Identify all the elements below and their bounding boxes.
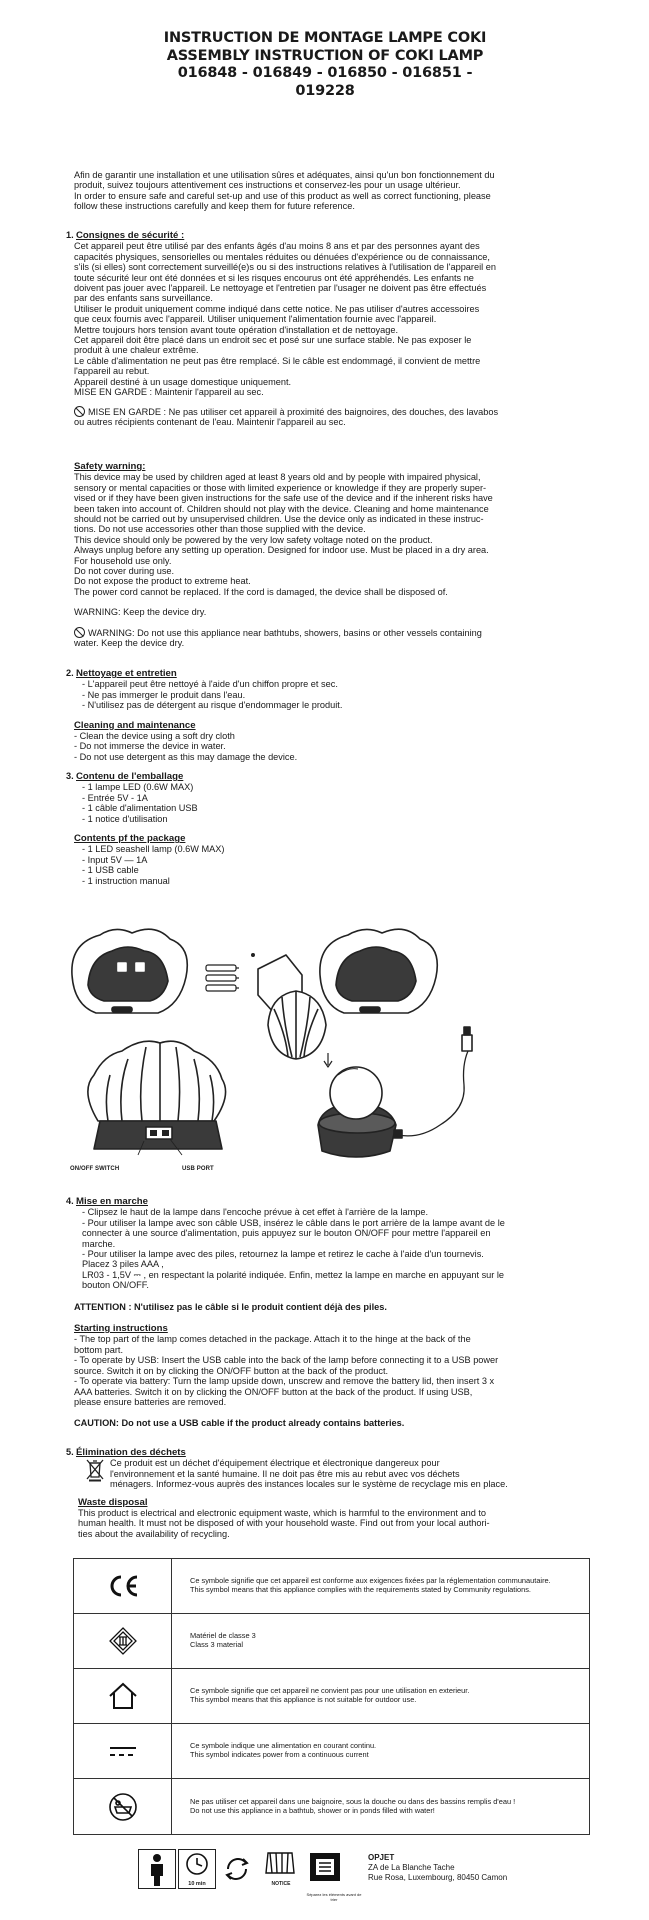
assembly-illustrations [60, 925, 590, 1195]
text-line: ou autres récipients contenant de l'eau. Maintenir l'appareil au sec. [74, 416, 346, 427]
section-contents [66, 771, 606, 886]
notice-paper-icon [262, 1849, 300, 1889]
table-row [74, 1724, 589, 1779]
section-heading: Contents pf the package [74, 833, 186, 845]
address-line: Rue Rosa, Luxembourg, 80450 Camon [368, 1873, 508, 1882]
assembled-lamp-illustration [88, 1041, 226, 1155]
text-line: MISE EN GARDE : Maintenir l'appareil au sec. [74, 387, 264, 398]
text-line: - The top part of the lamp comes detached in the package. Attach it to the hinge at the back of the [74, 1334, 471, 1345]
text-line: sensory or mental capacities or those with limited experience or knowledge if they are properly super- [74, 482, 487, 493]
text-line: Utiliser le produit uniquement comme indiqué dans cette notice. Ne pas utiliser d'autres accessoires [74, 303, 480, 314]
section-disposal [66, 1447, 606, 1539]
company-name: OPJET [368, 1853, 395, 1862]
text-line: l'environnement et la santé humaine. Il ne doit pas être mis au rebut avec vos déchets [110, 1468, 460, 1479]
no-bathtub-icon [74, 1779, 172, 1834]
text-line: que ceux fournis avec l'appareil. Utiliser uniquement l'alimentation fournie avec l'appareil. [74, 314, 437, 325]
text-line: Do not expose the product to extreme heat. [74, 576, 251, 587]
text-line: - 1 câble d'alimentation USB [82, 803, 198, 814]
text-line: Cet appareil doit être placé dans un endroit sec et posé sur une surface stable. Ne pas exposer le [74, 335, 472, 346]
symbol-desc-en: Class 3 material [190, 1640, 243, 1649]
text-line: been taken into account of. Children should not play with the device. Cleaning and home maintenance [74, 503, 489, 514]
text-line: par des enfants sans surveillance. [74, 293, 213, 304]
text-line: - Clean the device using a soft dry cloth [74, 731, 235, 742]
water-warning-fr [74, 406, 606, 428]
text-line: Appareil destiné à un usage domestique uniquement. [74, 376, 292, 387]
intro-line: follow these instructions carefully and keep them for future reference. [74, 201, 355, 212]
text-line: produit à une chaleur extrême. [74, 345, 199, 356]
text-line: - 1 instruction manual [82, 875, 170, 886]
title-line-1: INSTRUCTION DE MONTAGE LAMPE COKI [163, 30, 487, 46]
text-line: This device may be used by children aged at least 8 years old and by people with impaired physical, [74, 472, 481, 483]
section-number: 4. [66, 1196, 74, 1206]
usb-port-label: USB PORT [182, 1166, 214, 1172]
section-heading: Waste disposal [78, 1496, 148, 1508]
direct-current-icon [74, 1724, 172, 1778]
notice-label: NOTICE [271, 1881, 291, 1887]
text-line: - 1 LED seashell lamp (0.6W MAX) [82, 844, 225, 855]
lamp-with-usb-cable-illustration [318, 1027, 472, 1157]
attention-note: ATTENTION : N'utilisez pas le câble si le produit contient déjà des piles. [74, 1301, 387, 1312]
on-off-switch-label: ON/OFF SWITCH [70, 1166, 120, 1172]
intro-paragraph [74, 170, 594, 212]
text-line: Placez 3 piles AAA , [82, 1259, 164, 1270]
text-line: doivent pas jouer avec l'appareil. Le nettoyage et l'entretien par l'usager ne doivent pas être effectués [74, 283, 487, 294]
text-line: - N'utilisez pas de détergent au risque d'endommager le produit. [82, 700, 343, 711]
text-line: - 1 USB cable [82, 865, 139, 876]
text-line: - To operate via battery: Turn the lamp upside down, unscrew and remove the battery lid, then insert 3 x [74, 1376, 495, 1387]
text-line: should not be carried out by unsupervised children. Use the device only as indicated in these instruc- [74, 514, 484, 525]
section-heading: Élimination des déchets [76, 1447, 186, 1458]
company-address [368, 1853, 507, 1883]
text-line: Always unplug before any setting up operation. Designed for indoor use. Must be placed in a dry area. [74, 545, 489, 556]
one-person-icon [138, 1849, 176, 1889]
lamp-diagram [60, 925, 590, 1195]
symbol-desc-fr: Ce symbole indique une alimentation en courant continu. [190, 1741, 377, 1751]
prohibited-icon [74, 406, 85, 417]
assembly-time-label: 10 min [188, 1881, 206, 1887]
shell-top-illustration [268, 991, 332, 1067]
title-line-3: 016848 - 016849 - 016850 - 016851 - [177, 65, 473, 81]
text-line: human health. It must not be disposed of with your household waste. Find out from your local authori- [78, 1518, 490, 1529]
text-line: For household use only. [74, 555, 172, 566]
text-line: Do not cover during use. [74, 566, 175, 577]
text-line: - 1 lampe LED (0.6W MAX) [82, 782, 194, 793]
text-line: - 1 notice d'utilisation [82, 813, 168, 824]
text-line: capacités physiques, sensorielles ou mentales réduites ou dénuées d'expérience ou de connaissance, [74, 251, 490, 262]
text-line: - To operate by USB: Insert the USB cable into the back of the lamp before connecting it to a USB power [74, 1355, 499, 1366]
intro-line: Afin de garantir une installation et une utilisation sûres et adéquates, ainsi qu'un bon fonctionnement du [74, 170, 495, 180]
text-line: water. Keep the device dry. [74, 638, 185, 649]
text-line: - Clipsez le haut de la lampe dans l'encoche prévue à cet effet à l'arrière de la lampe. [82, 1207, 429, 1218]
text-line: Cet appareil peut être utilisé par des enfants âgés d'au moins 8 ans et par des personnes ayant des [74, 241, 480, 252]
section-cleaning [66, 668, 606, 762]
sorting-note: Séparez les éléments avant de trier [306, 1892, 362, 1902]
text-line: toute sécurité leur ont été données et si les risques encourus ont été appréhendés. Les enfants ne [74, 272, 474, 283]
footer [138, 1845, 598, 1905]
text-line: ties about the availability of recycling. [78, 1528, 230, 1539]
text-line: MISE EN GARDE : Ne pas utiliser cet appareil à proximité des baignoires, des douches, des lavabos [88, 406, 499, 417]
section-heading: Consignes de sécurité : [76, 230, 185, 241]
text-line: - Entrée 5V - 1A [82, 792, 148, 803]
text-line: l'appareil au rebut. [74, 366, 150, 377]
text-line: marche. [82, 1238, 116, 1249]
shell-underside-left-illustration [72, 929, 187, 1013]
text-line: LR03 - 1,5V ⎓ , en respectant la polarité indiquée. Enfin, mettez la lampe en marche en appuyant sur le [82, 1269, 505, 1280]
symbol-desc-fr: Matériel de classe 3 [190, 1631, 256, 1641]
symbol-desc-fr: Ce symbole signifie que cet appareil ne convient pas pour une utilisation en exterieur. [190, 1686, 470, 1696]
section-heading: Starting instructions [74, 1323, 168, 1335]
section-number: 5. [66, 1447, 74, 1457]
text-line: - L'appareil peut être nettoyé à l'aide d'un chiffon propre et sec. [82, 679, 338, 690]
text-line: - Input 5V — 1A [82, 854, 148, 865]
symbol-desc-fr: Ne pas utiliser cet appareil dans une baignoire, sous la douche ou dans des bassins remplis d'eau ! [190, 1796, 516, 1806]
table-row [74, 1779, 589, 1834]
battery-illustration [206, 965, 239, 991]
intro-line: produit, suivez toujours attentivement ces instructions et conservez-les pour un usage ultérieur. [74, 180, 461, 191]
shell-underside-right-illustration [320, 929, 437, 1013]
sorting-bins-icon [306, 1849, 344, 1889]
text-line: This device should only be powered by the very low safety voltage noted on the product. [74, 534, 433, 545]
text-line: - Do not immerse the device in water. [74, 741, 226, 752]
symbol-desc-en: This symbol means that this appliance is not suitable for outdoor use. [190, 1695, 417, 1704]
text-line: tions. Do not use accessories other than those supplied with the device. [74, 524, 366, 535]
symbol-desc-fr: Ce symbole signifie que cet appareil est conforme aux exigences fixées par la réglementation communautaire. [190, 1576, 551, 1586]
text-line: bouton ON/OFF. [82, 1280, 149, 1291]
text-line: - Do not use detergent as this may damage the device. [74, 751, 298, 762]
text-line: ménagers. Informez-vous auprès des instances locales sur le système de recyclage mis en place. [110, 1479, 508, 1490]
table-row [74, 1614, 589, 1669]
caution-note: CAUTION: Do not use a USB cable if the product already contains batteries. [74, 1418, 405, 1429]
title-line-2: ASSEMBLY INSTRUCTION OF COKI LAMP [166, 47, 484, 64]
indoor-use-icon [74, 1669, 172, 1723]
text-line: Le câble d'alimentation ne peut pas être remplacé. Si le câble est endommagé, il convient de mettre [74, 355, 481, 366]
text-line: WARNING: Keep the device dry. [74, 607, 207, 618]
section-heading: Contenu de l'emballage [76, 771, 184, 782]
class-iii-icon [74, 1614, 172, 1668]
text-line: This product is electrical and electronic equipment waste, which is harmful to the environment and to [78, 1508, 487, 1519]
text-line: bottom part. [74, 1344, 124, 1355]
text-line: The power cord cannot be replaced. If the cord is damaged, the device shall be disposed of. [74, 586, 448, 597]
title-line-4: 019228 [295, 82, 355, 99]
symbol-desc-en: Do not use this appliance in a bathtub, shower or in ponds filled with water! [190, 1805, 435, 1815]
text-line: - Pour utiliser la lampe avec son câble USB, insérez le câble dans le port arrière de la lampe avant de le [82, 1217, 505, 1228]
text-line: connecter à une source d'alimentation, puis appuyez sur le bouton ON/OFF pour mettre l'appareil en [82, 1228, 491, 1239]
text-line: - Pour utiliser la lampe avec des piles, retournez la lampe et retirez le cache à l'aide d'un tournevis. [82, 1249, 484, 1260]
section-start [66, 1196, 606, 1429]
text-line: vised or if they have been given instructions for the safe use of the device and if the inherent risks have [74, 493, 493, 504]
text-line: - Ne pas immerger le produit dans l'eau. [82, 689, 246, 700]
text-line: AAA batteries. Switch it on by clicking the ON/OFF button at the back of the product. If using USB, [74, 1386, 473, 1397]
symbols-table [73, 1558, 590, 1835]
section-heading: Safety warning: [74, 461, 146, 472]
section-number: 3. [66, 771, 74, 781]
text-line: WARNING: Do not use this appliance near bathtubs, showers, basins or other vessels containing [88, 627, 482, 638]
section-heading: Cleaning and maintenance [74, 719, 196, 731]
table-row [74, 1669, 589, 1724]
ce-mark-icon [74, 1559, 172, 1613]
prohibited-icon [74, 627, 85, 638]
text-line: s'ils (si elles) sont correctement surveillé(e)s ou si des instructions relatives à l'utilisation de l'appareil en [74, 262, 496, 273]
table-row [74, 1559, 589, 1614]
intro-line: In order to ensure safe and careful set-up and use of this product as well as correct functioning, please [74, 190, 491, 201]
section-safety-en [74, 462, 604, 649]
recycle-icon [218, 1849, 256, 1889]
symbol-desc-en: This symbol means that this appliance complies with the requirements stated by Community regulations. [190, 1585, 531, 1594]
section-heading: Nettoyage et entretien [76, 668, 177, 679]
crossed-bin-icon [86, 1458, 104, 1482]
text-line: Mettre toujours hors tension avant toute opération d'installation et de nettoyage. [74, 324, 399, 335]
section-heading: Mise en marche [76, 1196, 148, 1207]
section-1-heading [66, 230, 606, 241]
section-number: 1. [66, 230, 74, 240]
document-title [100, 30, 550, 100]
address-line: ZA de La Blanche Tache [368, 1863, 455, 1872]
section-number: 2. [66, 668, 74, 678]
text-line: Ce produit est un déchet d'équipement électrique et électronique dangereux pour [110, 1458, 440, 1469]
section-safety-fr [66, 230, 606, 427]
text-line: please ensure batteries are removed. [74, 1396, 227, 1407]
symbol-desc-en: This symbol indicates power from a continuous current [190, 1750, 369, 1759]
text-line: source. Switch it on by clicking the ON/OFF button at the back of the product. [74, 1365, 389, 1376]
assembly-time-icon [178, 1849, 216, 1889]
